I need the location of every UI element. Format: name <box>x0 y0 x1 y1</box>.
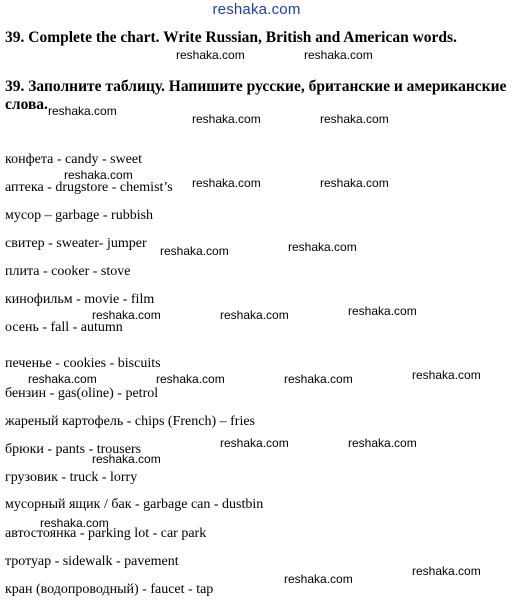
site-header-watermark: reshaka.com <box>212 1 301 18</box>
task-heading-russian: 39. Заполните таблицу. Напишите русские, британские и американские слова. <box>5 78 507 113</box>
watermark: reshaka.com <box>320 176 389 190</box>
word-row-candy: конфета - candy - sweet <box>5 152 142 167</box>
watermark: reshaka.com <box>320 112 389 126</box>
watermark: reshaka.com <box>156 372 225 386</box>
watermark: reshaka.com <box>284 572 353 586</box>
word-row-sidewalk: тротуар - sidewalk - pavement <box>5 554 179 569</box>
watermark: reshaka.com <box>412 368 481 382</box>
watermark: reshaka.com <box>92 452 161 466</box>
watermark: reshaka.com <box>48 104 117 118</box>
watermark: reshaka.com <box>28 372 97 386</box>
watermark: reshaka.com <box>64 168 133 182</box>
watermark: reshaka.com <box>348 436 417 450</box>
word-row-movie: кинофильм - movie - film <box>5 292 155 307</box>
watermark: reshaka.com <box>412 564 481 578</box>
watermark: reshaka.com <box>192 112 261 126</box>
watermark: reshaka.com <box>192 176 261 190</box>
word-row-fall: осень - fall - autumn <box>5 320 123 335</box>
watermark: reshaka.com <box>92 308 161 322</box>
watermark: reshaka.com <box>176 48 245 62</box>
word-row-chips: жареный картофель - chips (French) – fries <box>5 414 255 429</box>
watermark: reshaka.com <box>220 308 289 322</box>
task-heading-english: 39. Complete the chart. Write Russian, British and American words. <box>5 29 457 46</box>
word-row-garbage-can: мусорный ящик / бак - garbage can - dustbin <box>5 497 264 512</box>
watermark: reshaka.com <box>220 436 289 450</box>
word-row-cookies: печенье - cookies - biscuits <box>5 356 161 371</box>
watermark: reshaka.com <box>160 244 229 258</box>
word-row-truck: грузовик - truck - lorry <box>5 470 138 485</box>
watermark: reshaka.com <box>304 48 373 62</box>
word-row-cooker: плита - cooker - stove <box>5 264 131 279</box>
watermark: reshaka.com <box>284 372 353 386</box>
watermark: reshaka.com <box>40 516 109 530</box>
word-row-gas: бензин - gas(oline) - petrol <box>5 386 159 401</box>
word-row-parking-lot: автостоянка - parking lot - car park <box>5 526 207 541</box>
word-row-pants: брюки - pants - trousers <box>5 442 142 457</box>
word-row-sweater: свитер - sweater- jumper <box>5 236 147 251</box>
word-row-faucet: кран (водопроводный) - faucet - tap <box>5 582 214 597</box>
word-row-garbage: мусор – garbage - rubbish <box>5 208 154 223</box>
watermark: reshaka.com <box>348 304 417 318</box>
watermark: reshaka.com <box>288 240 357 254</box>
word-row-drugstore: аптека - drugstore - chemist’s <box>5 180 173 195</box>
